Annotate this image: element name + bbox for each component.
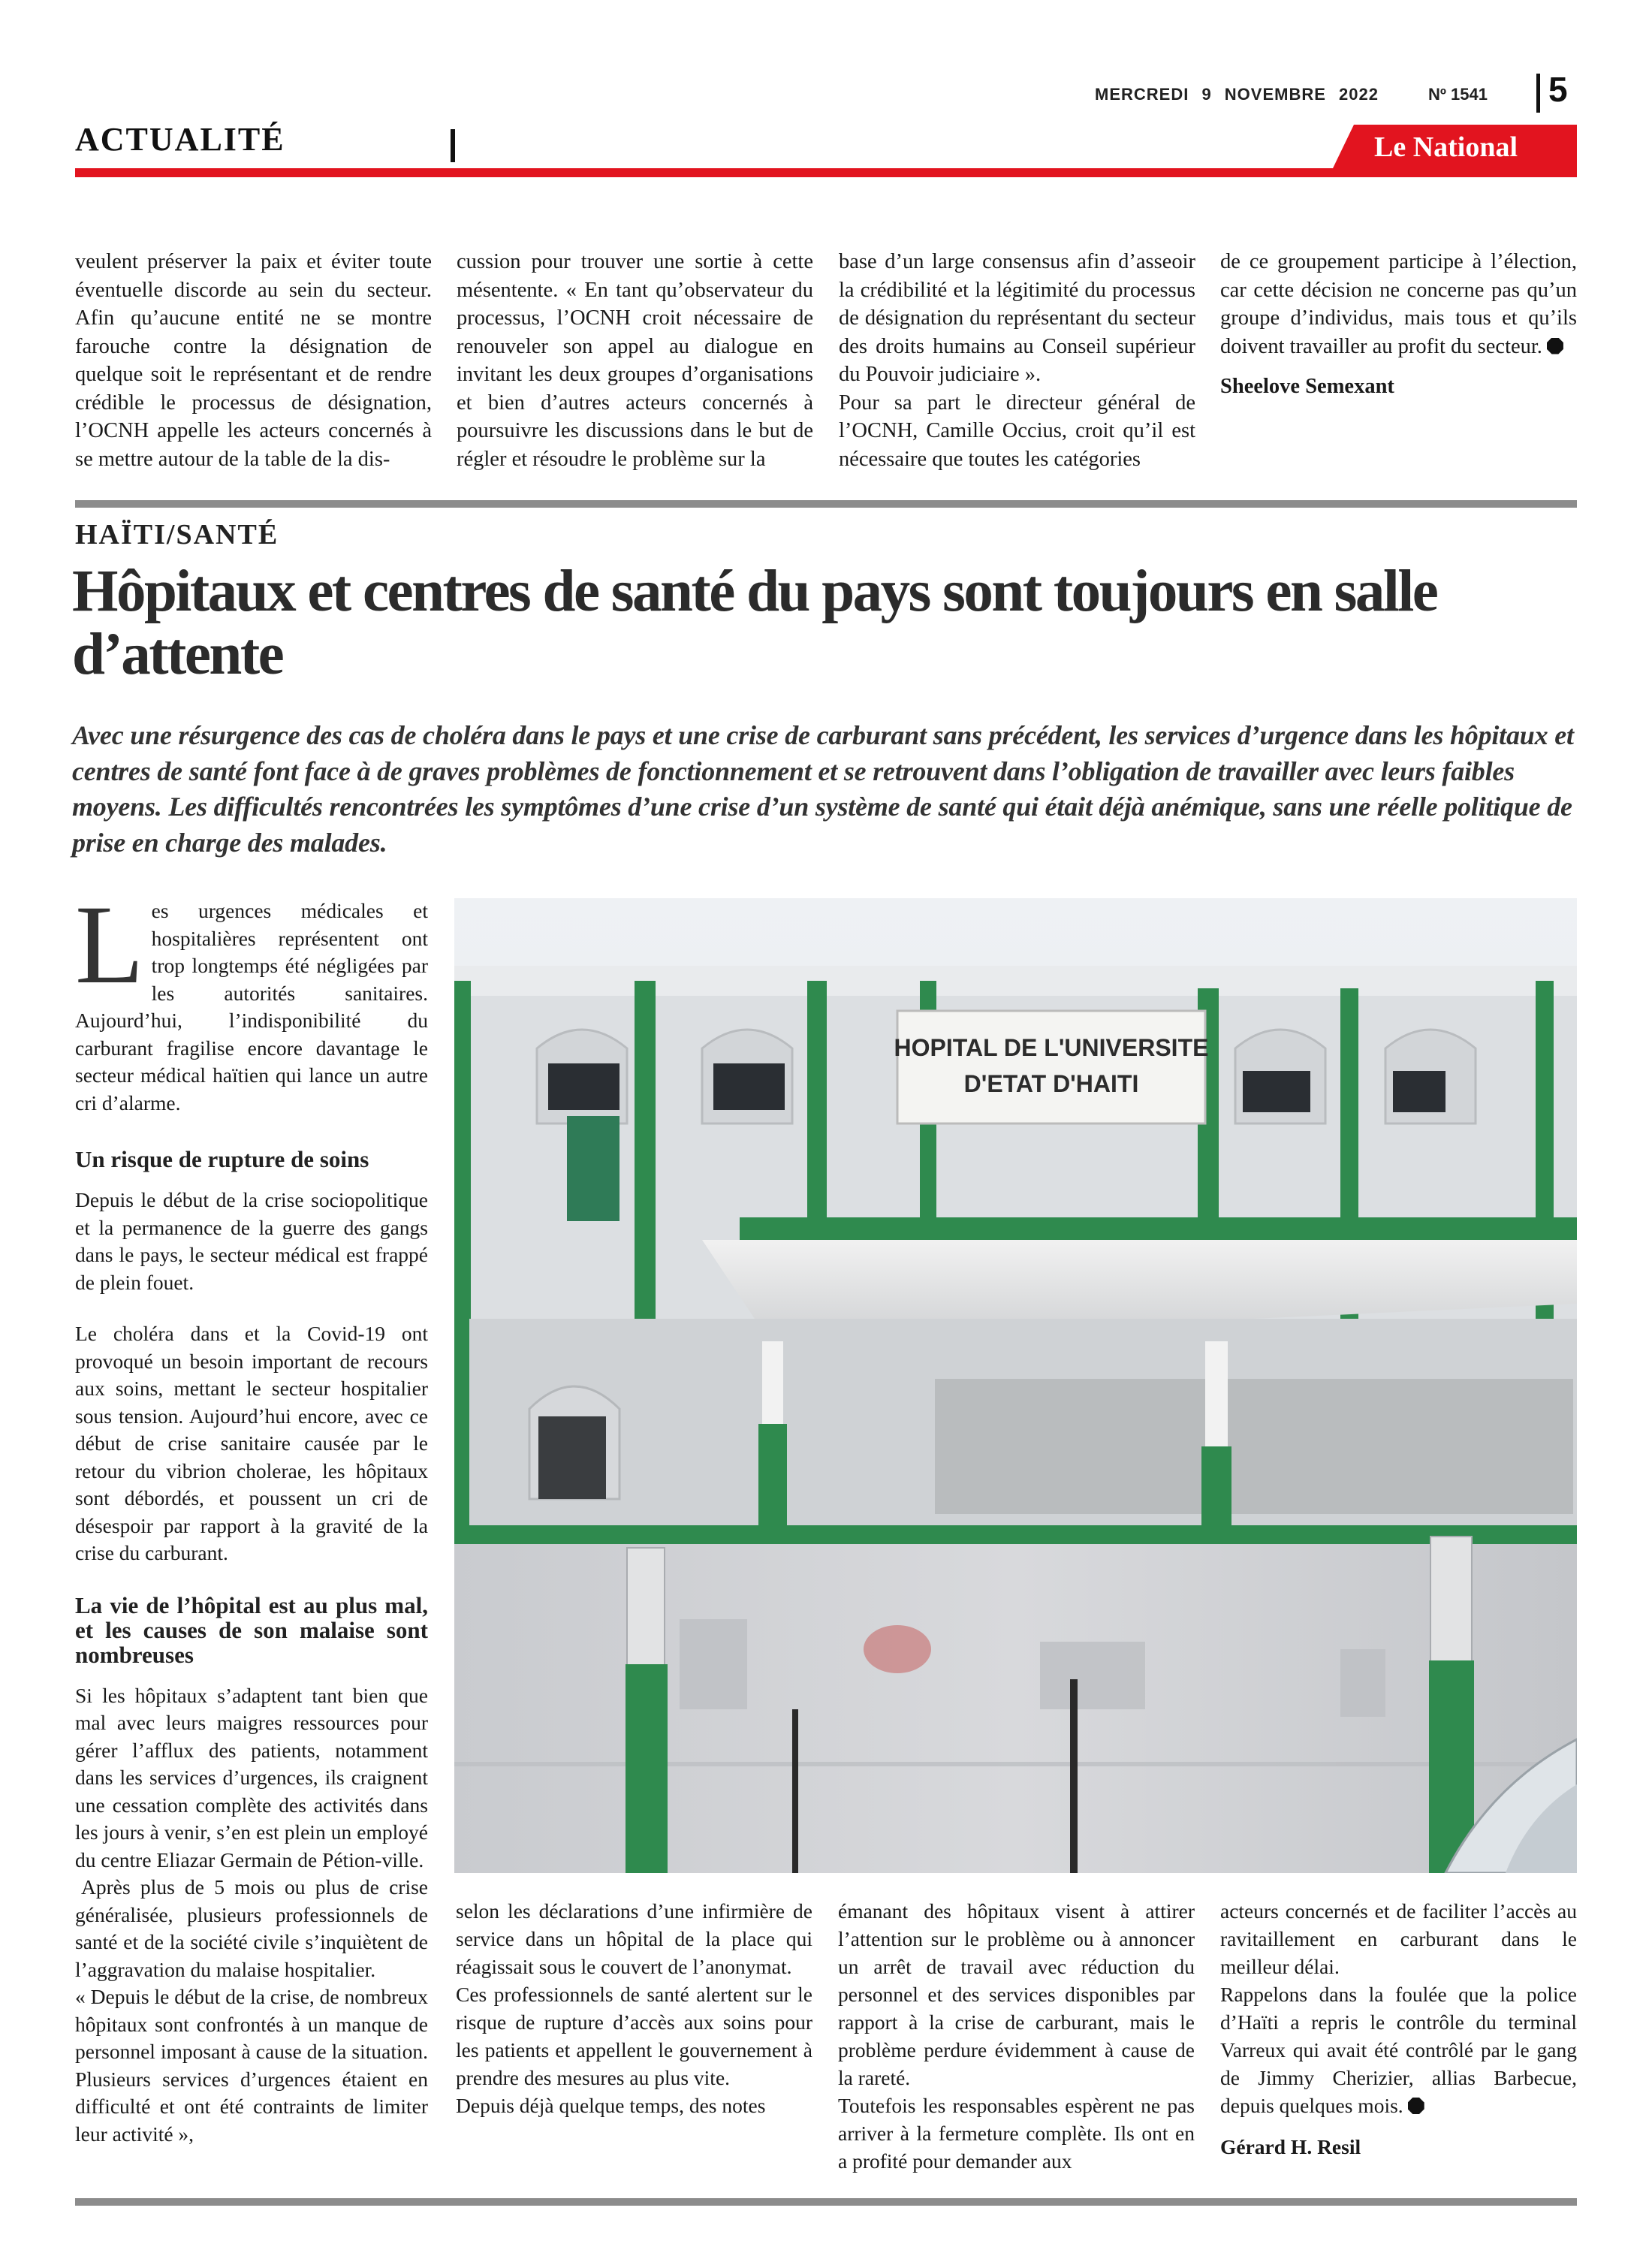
page-bottom-rule: [75, 2198, 1577, 2206]
section-title: ACTUALITÉ: [75, 121, 285, 158]
top-article-column-1: [75, 248, 432, 473]
page-number: 5: [1548, 70, 1568, 109]
hospital-photo: [454, 898, 1577, 1873]
author-byline: Sheelove Semexant: [1220, 375, 1394, 398]
article-column-3: [838, 1897, 1195, 2175]
paragraph: émanant des hôpitaux visent à attirer l’attention sur le problème ou à annoncer un arrêt de travail avec réduction du personnel et des services disponibles par rapport à la crise de carburant, mais le problème perdure évidemment à cause de la rareté.: [838, 1899, 1195, 2089]
paragraph: acteurs concernés et de faciliter l’accès au ravitaillement en carburant dans le meilleur délai.: [1220, 1899, 1577, 1978]
author-byline: Gérard H. Resil: [1220, 2135, 1361, 2158]
paragraph: Depuis le début de la crise sociopolitique et la permanence de la guerre des gangs dans le pays, le secteur médical est frappé de plein fouet.: [75, 1188, 428, 1294]
brand-logo: Le National: [1374, 131, 1518, 163]
paragraph: Pour sa part le directeur général de l’OCNH, Camille Occius, croit qu’il est nécessaire que toutes les catégories: [839, 391, 1195, 471]
header-red-rule: [75, 168, 1577, 177]
paragraph: base d’un large consensus afin d’asseoir la crédibilité et la légitimité du processus de désignation du représentant du secteur des droits humains au Conseil supérieur du Pouvoir judiciaire ».: [839, 250, 1195, 386]
top-article-column-4: [1220, 248, 1577, 401]
top-article-column-2: [457, 248, 813, 473]
paragraph: Toutefois les responsables espèrent ne pas arriver à la fermeture complète. Ils ont en a profité pour demander aux: [838, 2094, 1195, 2173]
article-kicker: HAÏTI/SANTÉ: [75, 519, 279, 550]
paragraph: [1220, 1980, 1577, 2119]
paragraph: cussion pour trouver une sortie à cette mésentente. « En tant qu’observateur du processus, l’OCNH croit nécessaire de renouveler son appel au dialogue en invitant les deux groupes d’organisations et bien d’autres acteurs concernés à poursuivre les discussions dans le but de régler et résoudre le problème sur la: [457, 250, 813, 471]
issue-number: Nº 1541: [1428, 85, 1488, 104]
issue-date: MERCREDI 9 NOVEMBRE 2022: [1095, 85, 1379, 104]
paragraph: Ces professionnels de santé alertent sur le risque de rupture d’accès aux soins pour les patients et appellent le gouvernement à prendre des mesures au plus vite.: [456, 1983, 812, 2089]
paragraph: Le choléra dans et la Covid-19 ont provoqué un besoin important de recours aux soins, mettant le secteur hospitalier sous tension. Aujourd’hui encore, avec ce début de crise sanitaire causée par le retour du vibrion cholerae, les hôpitaux sont débordés, et poussent un cri de désespoir par rapport à la gravité de la crise du carburant.: [75, 1322, 428, 1564]
subhead-malaise: La vie de l’hôpital est au plus mal, et les causes de son malaise sont nombreuses: [75, 1591, 428, 1668]
paragraph-text: de ce groupement participe à l’élection, car cette décision ne concerne pas qu’un groupe d’individus, mais tous et qu’ils doivent travailler au profit du secteur.: [1220, 250, 1577, 358]
header-divider: [1536, 74, 1540, 113]
paragraph: selon les déclarations d’une infirmière de service dans un hôpital de la place qui réagissait sous le couvert de l’anonymat.: [456, 1899, 812, 1978]
article-column-4: [1220, 1897, 1577, 2161]
paragraph: « Depuis le début de la crise, de nombreux hôpitaux sont confrontés à un manque de personnel imposant à cause de la situation. Plusieurs services d’urgences étaient en difficulté et ont été contraints de limiter leur activité »,: [75, 1985, 428, 2146]
end-mark-icon: [1408, 2098, 1424, 2114]
article-separator: [75, 500, 1577, 508]
paragraph: Depuis déjà quelque temps, des notes: [456, 2094, 766, 2117]
paragraph: Après plus de 5 mois ou plus de crise généralisée, plusieurs professionnels de santé et de la société civile s’inquiètent de l’aggravation du malaise hospitalier.: [75, 1875, 428, 1981]
paragraph: veulent préserver la paix et éviter toute éventuelle discorde au sein du secteur. Afin qu’aucune entité ne se montre farouche contre la désignation de quelque soit le représentant et de rendre crédible le processus de désignation, l’OCNH appelle les acteurs concernés à se mettre autour de la table de la dis-: [75, 250, 432, 471]
article-column-1: [75, 882, 428, 2148]
intro-text: es urgences médicales et hospitalières représentent ont trop longtemps été négligées par les autorités sanitaires. Aujourd’hui, l’indisponibilité du carburant fragilise encore davantage le secteur médical haïtien qui lance un autre cri d’alarme.: [75, 899, 428, 1114]
paragraph: Si les hôpitaux s’adaptent tant bien que mal avec leurs maigres ressources pour gérer l’afflux des patients, notamment dans les services d’urgences, ils craignent une cessation complète des activités dans les jours à venir, s’en est plein un employé du centre Eliazar Germain de Pétion-ville.: [75, 1683, 428, 1871]
intro-paragraph: [75, 882, 428, 1117]
hospital-building-image: [454, 898, 1577, 1873]
section-divider: [451, 129, 455, 162]
hospital-sign-line-2: D'ETAT D'HAITI: [963, 1070, 1139, 1097]
article-lede: Avec une résurgence des cas de choléra dans le pays et une crise de carburant sans précédent, les services d’urgence dans les hôpitaux et centres de santé font face à de graves problèmes de fonctionnement et se retrouvent dans l’obligation de travailler avec leurs faibles moyens. Les difficultés rencontrées les symptômes d’une crise d’un système de santé qui était déjà anémique, sans une réelle politique de prise en charge des malades.: [72, 720, 1574, 858]
end-mark-icon: [1547, 338, 1563, 354]
paragraph-text: Rappelons dans la foulée que la police d’Haïti a repris le contrôle du terminal Varreux qui avait été contrôlé par le gang de Jimmy Cherizier, allias Barbecue, depuis quelques mois.: [1220, 1983, 1577, 2117]
subhead-rupture: Un risque de rupture de soins: [75, 1146, 369, 1172]
hospital-sign-line-1: HOPITAL DE L'UNIVERSITE: [894, 1034, 1209, 1061]
paragraph: [1220, 248, 1577, 360]
article-headline: Hôpitaux et centres de santé du pays sont toujours en salle d’attente: [72, 559, 1437, 687]
article-column-2: [456, 1897, 812, 2119]
drop-cap: L: [75, 882, 144, 1007]
top-article-column-3: [839, 248, 1195, 473]
